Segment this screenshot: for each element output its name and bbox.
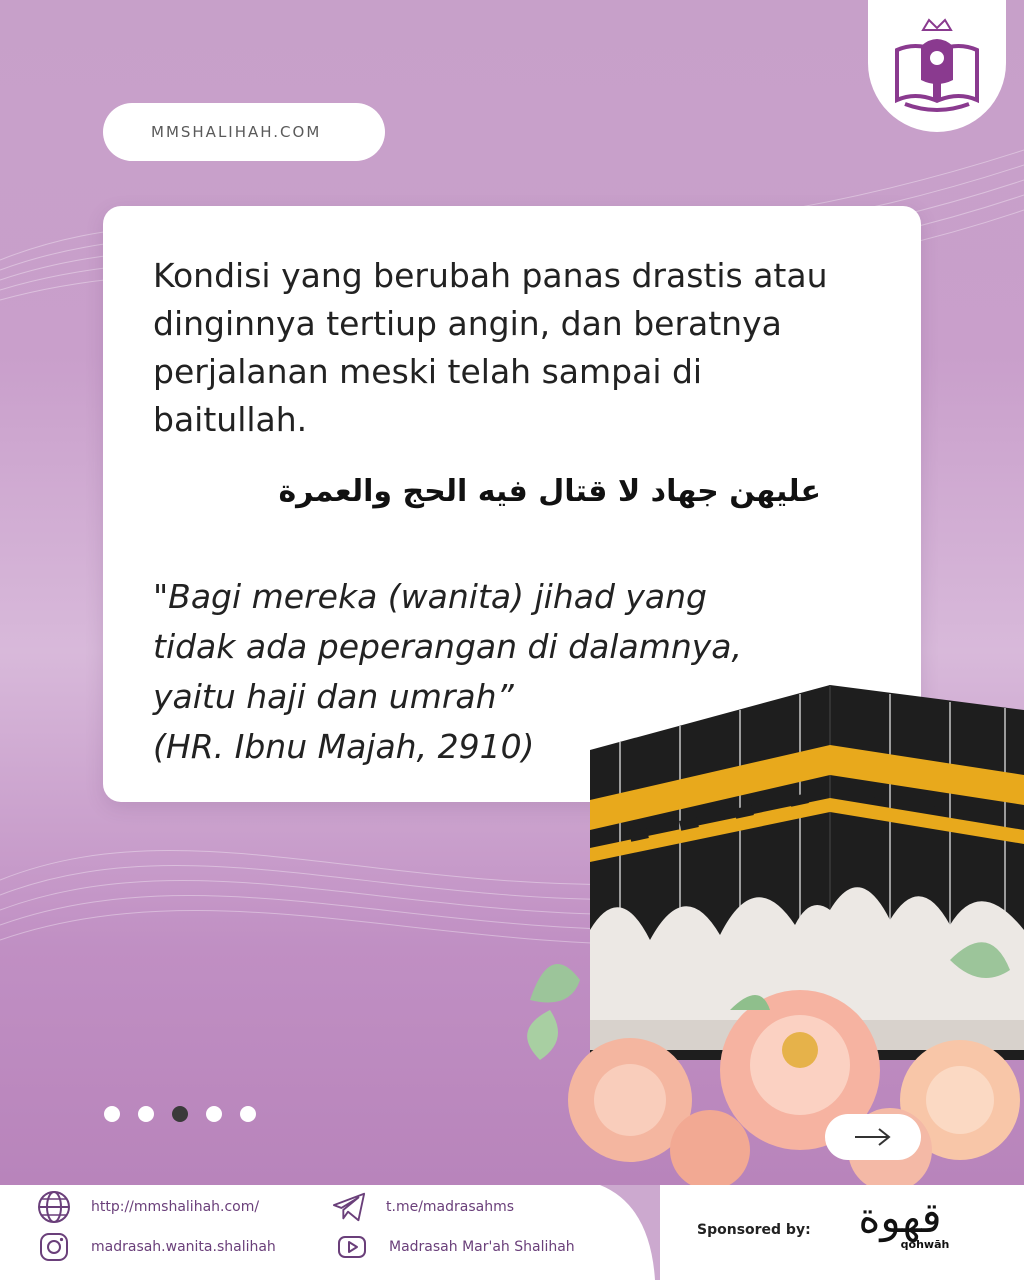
youtube-channel[interactable]: Madrasah Mar'ah Shalihah	[389, 1239, 575, 1255]
telegram-icon	[332, 1190, 366, 1224]
pagination-dot[interactable]	[206, 1106, 222, 1122]
kaaba-illustration	[510, 680, 1024, 1185]
quote-line: yaitu haji dan umrah”	[153, 677, 514, 716]
pagination-dot[interactable]	[104, 1106, 120, 1122]
quote-line: "Bagi mereka (wanita) jihad yang	[153, 577, 708, 616]
globe-icon	[37, 1190, 71, 1224]
next-button[interactable]	[825, 1114, 921, 1160]
body-paragraph: Kondisi yang berubah panas drastis atau dinginnya tertiup angin, dan beratnya perjalanan meski telah sampai di baitullah.	[153, 256, 828, 439]
footer-divider-swoosh	[600, 1185, 660, 1280]
pagination-dots	[104, 1106, 256, 1122]
madrasah-logo-icon	[885, 16, 989, 116]
arrow-right-icon	[853, 1127, 893, 1147]
footer-website[interactable]	[37, 1190, 259, 1224]
pagination-dot-active[interactable]	[172, 1106, 188, 1122]
sponsor-latin: qohwāh	[900, 1238, 950, 1251]
logo-badge	[868, 0, 1006, 132]
site-label: MMSHALIHAH.COM	[151, 123, 322, 141]
youtube-icon	[335, 1230, 369, 1264]
website-link[interactable]: http://mmshalihah.com/	[91, 1199, 260, 1215]
pagination-dot[interactable]	[240, 1106, 256, 1122]
telegram-link[interactable]: t.me/madrasahms	[386, 1199, 515, 1215]
footer-instagram[interactable]	[37, 1230, 276, 1264]
site-label-pill[interactable]	[103, 103, 385, 161]
sponsor-arabic: قهوة	[858, 1193, 942, 1242]
quote-line: tidak ada peperangan di dalamnya,	[153, 627, 743, 666]
footer-telegram[interactable]	[332, 1190, 514, 1224]
arabic-hadith: عليهن جهاد لا قتال فيه الحج والعمرة	[278, 474, 821, 509]
instagram-icon	[37, 1230, 71, 1264]
sponsored-label: Sponsored by:	[697, 1222, 811, 1238]
footer-youtube[interactable]	[335, 1230, 575, 1264]
instagram-handle[interactable]: madrasah.wanita.shalihah	[91, 1239, 276, 1255]
sponsor-logo	[835, 1192, 965, 1278]
hadith-citation: (HR. Ibnu Majah, 2910)	[153, 727, 535, 766]
pagination-dot[interactable]	[138, 1106, 154, 1122]
